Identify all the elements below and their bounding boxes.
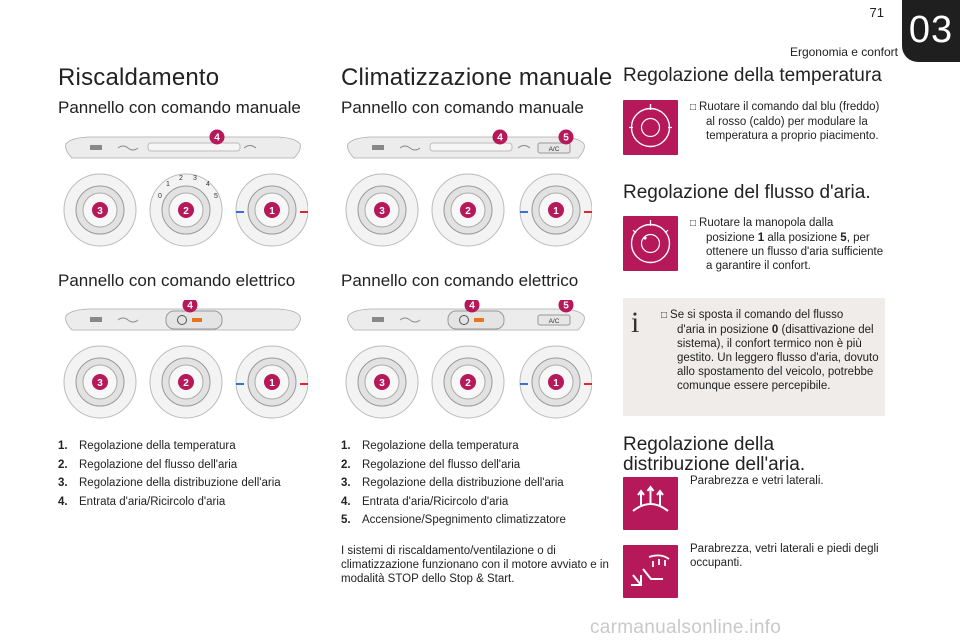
ac-label: A/C — [548, 146, 560, 153]
riscaldamento-manual-subtitle: Pannello con comando manuale — [58, 98, 301, 117]
badge-2-label: 2 — [465, 378, 471, 389]
badge-1-label: 1 — [553, 206, 559, 217]
distribuzione-option-2: Parabrezza, vetri laterali e piedi degli occupanti. — [690, 543, 879, 569]
badge-4-label: 4 — [497, 132, 503, 144]
info-icon: i — [631, 306, 640, 339]
badge-3-label: 3 — [97, 378, 103, 389]
list-item: 3. Regolazione della distribuzione dell'aria — [341, 477, 564, 489]
distribuzione-option-1: Parabrezza e vetri laterali. — [690, 475, 824, 487]
windscreen-mode-image — [623, 477, 678, 530]
list-item: 5. Accensione/Spegnimento climatizzatore — [341, 514, 566, 526]
rear-defrost-icon — [372, 317, 384, 322]
badge-2-label: 2 — [183, 378, 189, 389]
dial-number-1: 1 — [166, 181, 170, 188]
flusso-title: Regolazione del flusso d'aria. — [623, 182, 871, 203]
dial-number-3: 3 — [193, 175, 197, 182]
bullet-square: □ — [661, 310, 668, 321]
rear-defrost-icon — [90, 317, 102, 322]
badge-3-label: 3 — [379, 206, 385, 217]
temperatura-title: Regolazione della temperatura — [623, 65, 882, 86]
windscreen-defrost-icon — [623, 477, 678, 530]
badge-3-label: 3 — [97, 206, 103, 217]
start-stop-note: I sistemi di riscaldamento/ventilazione o di climatizzazione funzionano con il motore avviato e in modalità STOP dello Stop & Start. — [341, 545, 609, 585]
list-item: 2. Regolazione del flusso dell'aria — [58, 458, 238, 471]
airflow-knob-icon — [623, 216, 678, 271]
badge-3-label: 3 — [379, 378, 385, 389]
airflow-knob-image — [623, 216, 678, 271]
riscaldamento-electric-subtitle: Pannello con comando elettrico — [58, 271, 296, 290]
heating-manual-panel — [58, 128, 308, 250]
list-item: 1. Regolazione della temperatura — [341, 440, 519, 452]
climatizzazione-electric-subtitle: Pannello con comando elettrico — [341, 271, 579, 290]
footer-watermark: carmanualsonline.info — [590, 617, 782, 638]
climatizzazione-title: Climatizzazione manuale — [341, 64, 613, 91]
dial-number-2: 2 — [179, 175, 183, 182]
list-item: 2. Regolazione del flusso dell'aria — [341, 458, 521, 471]
ac-label: A/C — [548, 318, 560, 325]
badge-5-label: 5 — [563, 300, 569, 312]
badge-5-label: 5 — [563, 132, 569, 144]
list-item: 3. Regolazione della distribuzione dell'aria — [58, 477, 281, 489]
windscreen-feet-icon — [623, 545, 678, 598]
riscaldamento-title: Riscaldamento — [58, 64, 220, 91]
dial-number-5: 5 — [214, 193, 218, 200]
bullet-square: □ — [690, 218, 697, 229]
distribuzione-title: Regolazione della distribuzione dell'aria. — [623, 434, 806, 475]
heating-electric-panel — [58, 300, 308, 424]
list-item: 1. Regolazione della temperatura — [58, 440, 236, 452]
info-box — [623, 298, 885, 416]
ac-electric-panel — [340, 300, 592, 424]
badge-1-label: 1 — [553, 378, 559, 389]
rear-defrost-icon — [372, 145, 384, 150]
list-item: 4. Entrata d'aria/Ricircolo d'aria — [341, 495, 509, 508]
dial-number-0: 0 — [158, 193, 162, 200]
badge-1-label: 1 — [269, 206, 275, 217]
dial-number-4: 4 — [206, 181, 210, 188]
ac-manual-panel — [340, 128, 592, 250]
riscaldamento-legend — [58, 437, 281, 511]
flusso-text: □ Ruotare la manopola dalla posizione 1 alla posizione 5, per ottenere un flusso d'aria sufficiente a garantire il confort. — [690, 217, 884, 272]
list-item: 4. Entrata d'aria/Ricircolo d'aria — [58, 495, 226, 508]
badge-4-label: 4 — [187, 300, 193, 312]
rear-defrost-icon — [90, 145, 102, 150]
temperature-knob-image — [623, 100, 678, 155]
info-text: □ Se si sposta il comando del flusso d'aria in posizione 0 (disattivazione del sistema), il confort termico non è più gestito. Un leggero flusso d'aria, dovuto allo spostamento del veicolo, potrebbe comunque essere percepibile. — [661, 309, 879, 392]
bullet-square: □ — [690, 102, 697, 113]
climatizzazione-manual-subtitle: Pannello con comando manuale — [341, 98, 584, 117]
badge-1-label: 1 — [269, 378, 275, 389]
windscreen-feet-mode-image — [623, 545, 678, 598]
badge-2-label: 2 — [183, 206, 189, 217]
badge-4-label: 4 — [214, 132, 220, 144]
badge-4-label: 4 — [469, 300, 475, 312]
chapter-title: Ergonomia e confort — [789, 45, 898, 59]
temperatura-text: □ Ruotare il comando dal blu (freddo) al rosso (caldo) per modulare la temperatura a proprio piacimento. — [690, 101, 880, 142]
section-tab: 03 — [902, 0, 960, 62]
page-number: 71 — [869, 5, 884, 20]
temperature-knob-icon — [623, 100, 678, 155]
climatizzazione-legend — [341, 437, 566, 530]
badge-2-label: 2 — [465, 206, 471, 217]
